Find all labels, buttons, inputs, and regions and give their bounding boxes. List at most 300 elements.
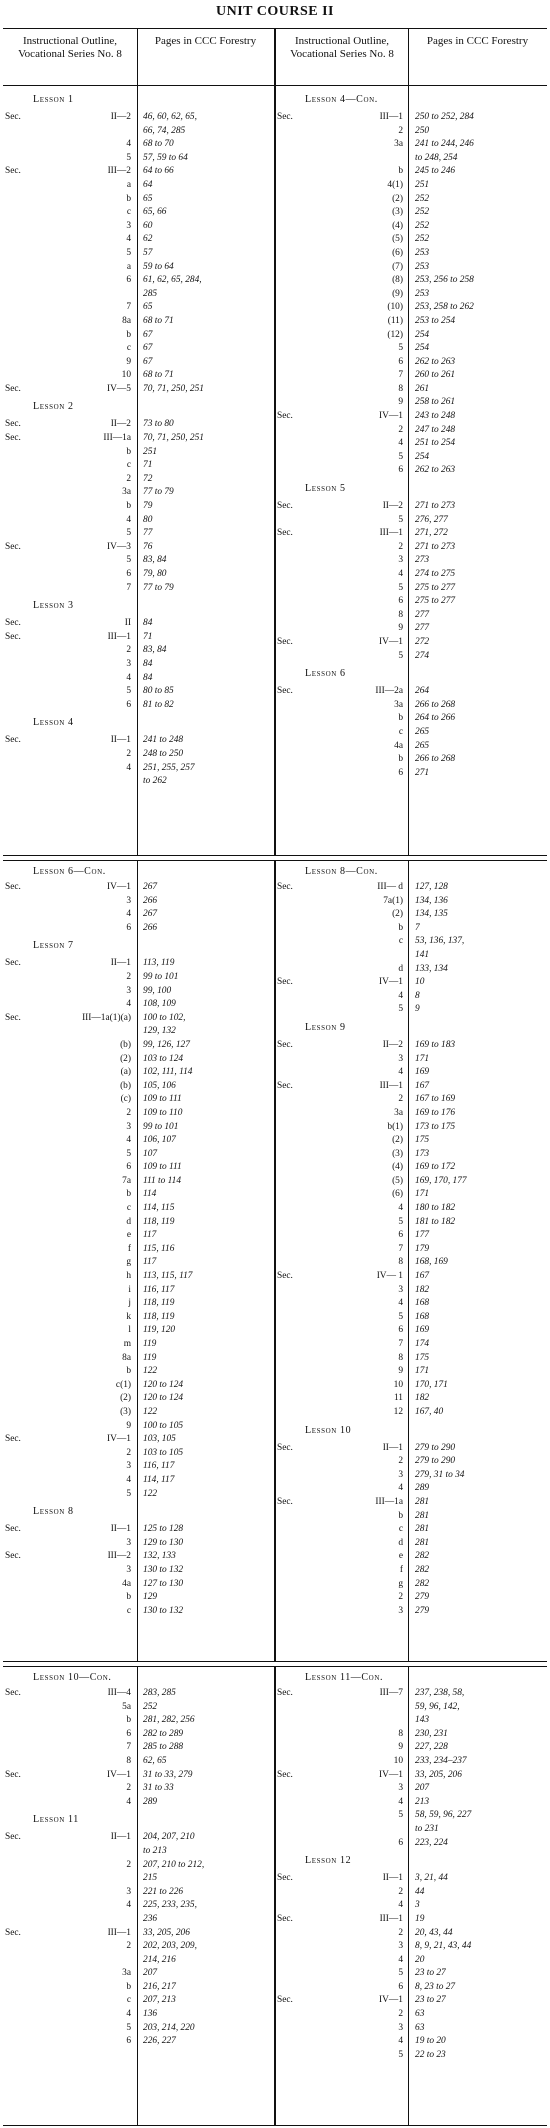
index-row	[275, 1823, 545, 1837]
outline-ref: (a)	[120, 1067, 131, 1078]
page-reference: 109 to 111	[143, 1162, 182, 1173]
outline-ref: (2)	[392, 1135, 403, 1146]
page-reference: 279	[415, 1605, 430, 1616]
outline-ref: (5)	[392, 1175, 403, 1186]
index-row	[275, 1913, 545, 1927]
outline-ref: 4	[126, 1135, 131, 1146]
index-section-2	[3, 860, 547, 1662]
index-row	[275, 712, 545, 726]
section-label: Sec.	[277, 1873, 293, 1884]
page-reference: 20	[415, 1954, 425, 1965]
page-reference: 264 to 266	[415, 713, 456, 724]
outline-ref: 3	[398, 555, 403, 566]
outline-ref: III—2a	[375, 686, 403, 697]
index-row	[275, 396, 545, 410]
page-reference: 84	[143, 658, 153, 669]
page-reference: 251	[143, 446, 158, 457]
page-reference: 80	[143, 514, 153, 525]
outline-ref: (2)	[120, 1393, 131, 1404]
outline-ref: 7	[126, 582, 131, 593]
index-row	[3, 486, 273, 500]
outline-ref: 3	[126, 220, 131, 231]
index-row	[3, 1406, 273, 1420]
lesson-heading: Lesson 8	[33, 1506, 74, 1518]
page-reference: 118, 119	[143, 1216, 175, 1227]
index-row	[3, 179, 273, 193]
page-reference: 107	[143, 1148, 158, 1159]
outline-ref: II—1	[110, 958, 131, 969]
page-reference: 108, 109	[143, 999, 176, 1010]
index-row	[275, 1687, 545, 1701]
index-row	[3, 1523, 273, 1537]
page-reference: 250	[415, 125, 430, 136]
page-reference: 169 to 183	[415, 1039, 456, 1050]
page-reference: 115, 116	[143, 1243, 175, 1254]
page-reference: 265	[415, 726, 430, 737]
page-reference: 275 to 277	[415, 596, 456, 607]
index-column-left	[3, 863, 273, 1618]
outline-ref: 8	[398, 609, 403, 620]
index-row	[275, 1469, 545, 1483]
page-reference: 285	[143, 288, 158, 299]
outline-ref: 8	[126, 1755, 131, 1766]
index-row	[275, 288, 545, 302]
outline-ref: a	[126, 179, 131, 190]
index-row	[3, 1899, 273, 1913]
outline-ref: (4)	[392, 220, 403, 231]
page-reference: 33, 205, 206	[143, 1927, 190, 1938]
page-reference: 273	[415, 555, 430, 566]
outline-ref: i	[128, 1284, 131, 1295]
outline-ref: b	[126, 1189, 131, 1200]
index-row	[275, 753, 545, 767]
outline-ref: 3	[126, 1461, 131, 1472]
index-row	[275, 451, 545, 465]
page-reference: 134, 135	[415, 909, 448, 920]
index-row	[3, 1605, 273, 1619]
page-reference: 254	[415, 329, 430, 340]
outline-ref: g	[398, 1578, 403, 1589]
page-reference: 248 to 250	[143, 748, 184, 759]
outline-ref: IV—3	[107, 541, 131, 552]
index-row	[275, 740, 545, 754]
section-label: Sec.	[5, 1832, 21, 1843]
index-row	[3, 644, 273, 658]
page-reference: 171	[415, 1053, 430, 1064]
page-reference: 3	[415, 1900, 420, 1911]
outline-ref: k	[126, 1311, 131, 1322]
outline-ref: III—4	[107, 1688, 131, 1698]
page-reference: 79, 80	[143, 569, 167, 579]
index-row	[275, 274, 545, 288]
outline-ref: 5	[126, 1488, 131, 1499]
page-reference: 63	[415, 2009, 425, 2020]
outline-ref: 6	[126, 699, 131, 710]
page-reference: to 248, 254	[415, 152, 458, 163]
page-reference: 254	[415, 451, 430, 462]
index-row	[275, 1053, 545, 1067]
page-reference: 83, 84	[143, 555, 167, 566]
outline-ref: b	[126, 446, 131, 457]
section-label: Sec.	[5, 419, 21, 430]
outline-ref: III—1	[379, 1080, 403, 1091]
outline-ref: b	[398, 754, 403, 765]
outline-ref: II	[124, 618, 131, 629]
outline-ref: 4	[398, 1900, 403, 1911]
outline-ref: 4(1)	[387, 179, 403, 190]
index-row	[275, 622, 545, 636]
index-row	[275, 1229, 545, 1243]
outline-ref: 4	[398, 1954, 403, 1965]
index-row	[3, 1578, 273, 1592]
section-label: Sec.	[277, 1442, 293, 1453]
outline-ref: III—1a	[103, 433, 131, 444]
index-row	[275, 1741, 545, 1755]
page-reference: 19 to 20	[415, 2036, 446, 2047]
lesson-heading: Lesson 1	[33, 94, 74, 105]
page-reference: 207	[143, 1968, 158, 1979]
outline-ref: (6)	[392, 247, 403, 258]
page-reference: 282	[415, 1551, 430, 1562]
page-reference: 243 to 248	[415, 411, 456, 422]
index-row	[3, 527, 273, 541]
outline-ref: c	[126, 460, 131, 471]
outline-ref: 5	[398, 582, 403, 593]
outline-ref: 5	[126, 555, 131, 566]
index-row	[3, 1338, 273, 1352]
page-reference: 267	[143, 909, 158, 920]
outline-ref: b	[126, 1981, 131, 1992]
page-reference: 63	[415, 2022, 425, 2033]
page-reference: 77 to 79	[143, 582, 174, 593]
page-reference: 67	[143, 343, 153, 354]
page-reference: 99, 126, 127	[143, 1039, 190, 1050]
page-reference: 77 to 79	[143, 487, 174, 498]
section-label: Sec.	[5, 383, 21, 394]
outline-ref: (2)	[120, 1053, 131, 1064]
page-reference: 251 to 254	[415, 438, 456, 449]
page-reference: 282	[415, 1564, 430, 1575]
page-reference: 252	[143, 1701, 158, 1712]
outline-ref: 9	[398, 623, 403, 634]
index-row	[3, 1967, 273, 1981]
outline-ref: 11	[393, 1393, 403, 1404]
index-row	[275, 1121, 545, 1135]
index-row	[3, 432, 273, 446]
section-label: Sec.	[5, 958, 21, 969]
index-row	[275, 1981, 545, 1995]
outline-ref: 5	[126, 152, 131, 163]
index-row	[3, 1297, 273, 1311]
page-reference: 64	[143, 179, 153, 190]
outline-ref: 2	[398, 1456, 403, 1467]
index-row	[3, 1927, 273, 1941]
lesson-heading: Lesson 2	[33, 401, 74, 413]
page-reference: 279 to 290	[415, 1442, 456, 1453]
page-reference: 122	[143, 1366, 158, 1377]
outline-ref: 3	[398, 1053, 403, 1064]
outline-ref: 5	[398, 1311, 403, 1322]
index-row	[3, 459, 273, 473]
page-reference: 204, 207, 210	[143, 1832, 195, 1843]
outline-ref: III—1	[379, 112, 403, 122]
outline-ref: 3a	[394, 139, 403, 150]
outline-ref: b	[126, 1592, 131, 1603]
index-row	[275, 1338, 545, 1352]
page-reference: 216, 217	[143, 1981, 176, 1992]
outline-ref: IV—1	[107, 1434, 131, 1445]
outline-ref: 2	[126, 1783, 131, 1794]
page-reference: 133, 134	[415, 963, 448, 974]
outline-ref: (8)	[392, 275, 403, 286]
page-reference: 281	[415, 1496, 430, 1507]
page-reference: 207	[415, 1783, 430, 1794]
index-row	[3, 1782, 273, 1796]
section-label: Sec.	[277, 1769, 293, 1780]
index-row	[275, 1578, 545, 1592]
section-label: Sec.	[5, 1524, 21, 1535]
page-reference: 169 to 176	[415, 1107, 456, 1118]
index-row	[3, 1053, 273, 1067]
page-reference: 117	[143, 1230, 157, 1241]
index-row	[275, 369, 545, 383]
index-row	[3, 1488, 273, 1502]
outline-ref: 4	[398, 1298, 403, 1309]
page-reference: 202, 203, 209,	[143, 1941, 197, 1952]
page-reference: 106, 107	[143, 1135, 176, 1146]
outline-ref: 2	[126, 748, 131, 759]
index-row	[275, 1591, 545, 1605]
section-label: Sec.	[5, 1434, 21, 1445]
page-reference: 8, 23 to 27	[415, 1981, 456, 1992]
index-row	[3, 1550, 273, 1564]
outline-ref: 3	[126, 1886, 131, 1897]
section-label: Sec.	[5, 541, 21, 552]
index-column-right	[275, 1669, 545, 2062]
outline-ref: 6	[398, 1325, 403, 1336]
outline-ref: c	[126, 1605, 131, 1616]
index-row	[3, 1039, 273, 1053]
index-row	[275, 1175, 545, 1189]
page-reference: 109 to 111	[143, 1094, 182, 1105]
page-reference: 277	[415, 623, 430, 634]
index-row	[3, 748, 273, 762]
index-row	[3, 658, 273, 672]
index-row	[3, 301, 273, 315]
outline-ref: II—1	[110, 1524, 131, 1535]
index-row	[3, 922, 273, 936]
section-label: Sec.	[277, 1039, 293, 1050]
outline-ref: 5	[126, 1148, 131, 1159]
index-row	[3, 1954, 273, 1968]
index-row	[3, 383, 273, 397]
page-reference: 247 to 248	[415, 424, 456, 435]
page-reference: 59, 96, 142,	[415, 1701, 460, 1712]
index-row	[3, 1188, 273, 1202]
index-row	[3, 2035, 273, 2049]
index-row	[3, 1755, 273, 1769]
page-reference: 168	[415, 1311, 430, 1322]
index-row	[275, 1352, 545, 1366]
page-reference: 252	[415, 220, 430, 231]
header-instructional-outline: Instructional Outline, Vocational Series No. 8	[18, 35, 122, 60]
page-reference: 120 to 124	[143, 1379, 184, 1390]
index-row	[275, 1324, 545, 1338]
page-reference: 253, 256 to 258	[415, 275, 474, 286]
outline-ref: II—2	[382, 501, 403, 512]
page-reference: 44	[415, 1886, 425, 1897]
outline-ref: IV—1	[107, 882, 131, 892]
outline-ref: 2	[398, 125, 403, 136]
lesson-heading: Lesson 6—Con.	[33, 866, 106, 877]
outline-ref: c	[126, 1995, 131, 2006]
index-row	[275, 1161, 545, 1175]
page-reference: 103 to 105	[143, 1447, 184, 1458]
page-reference: 271 to 273	[415, 541, 456, 552]
outline-ref: 4	[398, 1483, 403, 1494]
page-reference: 177	[415, 1230, 430, 1241]
outline-ref: 4a	[122, 1578, 131, 1589]
index-row	[3, 1284, 273, 1298]
outline-ref: 10	[393, 1379, 403, 1390]
page-reference: 274 to 275	[415, 569, 456, 579]
page-reference: 275 to 277	[415, 582, 456, 593]
outline-ref: d	[398, 1537, 403, 1548]
page-reference: 262 to 263	[415, 356, 456, 367]
index-row	[275, 2035, 545, 2049]
outline-ref: II—1	[110, 735, 131, 746]
outline-ref: c	[398, 936, 403, 947]
page-reference: 120 to 124	[143, 1393, 184, 1404]
index-row	[3, 288, 273, 302]
page-reference: 251	[415, 179, 430, 190]
page-reference: 207, 213	[143, 1995, 176, 2006]
index-row	[275, 949, 545, 963]
index-row	[3, 541, 273, 555]
page-reference: 103 to 124	[143, 1053, 184, 1064]
index-row	[275, 527, 545, 541]
page-reference: 175	[415, 1135, 430, 1146]
page-reference: 180 to 182	[415, 1203, 456, 1214]
index-row	[275, 582, 545, 596]
outline-ref: III—1	[379, 528, 403, 539]
outline-ref: (9)	[392, 288, 403, 299]
index-row	[275, 2022, 545, 2036]
outline-ref: c	[398, 1524, 403, 1535]
lesson-heading: Lesson 6	[305, 668, 346, 680]
page-reference: 65	[143, 302, 153, 313]
outline-ref: (5)	[392, 234, 403, 245]
section-label: Sec.	[277, 112, 293, 122]
page-reference: 67	[143, 356, 153, 367]
index-row	[275, 1728, 545, 1742]
index-row	[3, 1134, 273, 1148]
page-reference: 65, 66	[143, 207, 167, 218]
index-row	[3, 1872, 273, 1886]
index-row	[3, 342, 273, 356]
outline-ref: 4	[398, 1067, 403, 1078]
index-row	[3, 473, 273, 487]
page-reference: 80 to 85	[143, 686, 174, 697]
index-row	[3, 957, 273, 971]
index-row	[3, 1025, 273, 1039]
page-reference: 114, 117	[143, 1474, 175, 1485]
outline-ref: 6	[126, 275, 131, 286]
index-row	[3, 895, 273, 909]
index-row	[275, 1442, 545, 1456]
outline-ref: 9	[398, 1366, 403, 1377]
page-reference: 282 to 289	[143, 1728, 184, 1739]
column-header-pair	[3, 29, 274, 86]
page-reference: 276, 277	[415, 514, 448, 525]
outline-ref: 4	[126, 909, 131, 920]
index-row	[275, 1003, 545, 1017]
outline-ref: c	[126, 1203, 131, 1214]
outline-ref: 3a	[122, 487, 131, 498]
outline-ref: d	[126, 1216, 131, 1227]
index-row	[3, 1474, 273, 1488]
page-reference: 237, 238, 58,	[415, 1688, 465, 1698]
outline-ref: 5	[398, 1004, 403, 1015]
outline-ref: 3	[398, 1941, 403, 1952]
page-reference: 233, 234–237	[415, 1755, 467, 1766]
page-reference: 127, 128	[415, 882, 448, 892]
outline-ref: 5	[126, 247, 131, 258]
page-reference: 134, 136	[415, 895, 448, 906]
page-reference: 252	[415, 234, 430, 245]
index-row	[275, 329, 545, 343]
index-row	[3, 734, 273, 748]
index-row	[275, 1899, 545, 1913]
outline-ref: 9	[398, 397, 403, 408]
index-row	[3, 500, 273, 514]
outline-ref: d	[398, 963, 403, 974]
page-reference: 118, 119	[143, 1298, 175, 1309]
index-row	[3, 1460, 273, 1474]
page-reference: 132, 133	[143, 1551, 176, 1562]
page-reference: 130 to 132	[143, 1605, 184, 1616]
outline-ref: 3	[398, 1284, 403, 1295]
index-row	[3, 1845, 273, 1859]
index-row	[275, 908, 545, 922]
index-row	[275, 220, 545, 234]
index-row	[3, 247, 273, 261]
outline-ref: 2	[126, 645, 131, 656]
section-label: Sec.	[5, 1012, 21, 1023]
index-row	[275, 976, 545, 990]
index-row	[3, 1243, 273, 1257]
page-reference: 279 to 290	[415, 1456, 456, 1467]
page-reference: 182	[415, 1284, 430, 1295]
outline-ref: III—2	[107, 166, 131, 177]
index-row	[275, 685, 545, 699]
index-row	[275, 1297, 545, 1311]
outline-ref: b	[126, 193, 131, 204]
page-reference: 84	[143, 672, 153, 683]
index-row	[275, 1510, 545, 1524]
index-row	[3, 2008, 273, 2022]
outline-ref: IV—1	[379, 1769, 403, 1780]
outline-ref: III—2	[107, 1551, 131, 1562]
outline-ref: 2	[398, 1927, 403, 1938]
index-row	[275, 1080, 545, 1094]
page-reference: 7	[415, 922, 420, 933]
outline-ref: (2)	[392, 909, 403, 920]
page-reference: 230, 231	[415, 1728, 448, 1739]
index-row	[275, 206, 545, 220]
outline-ref: 5	[126, 528, 131, 539]
outline-ref: 5	[398, 514, 403, 525]
